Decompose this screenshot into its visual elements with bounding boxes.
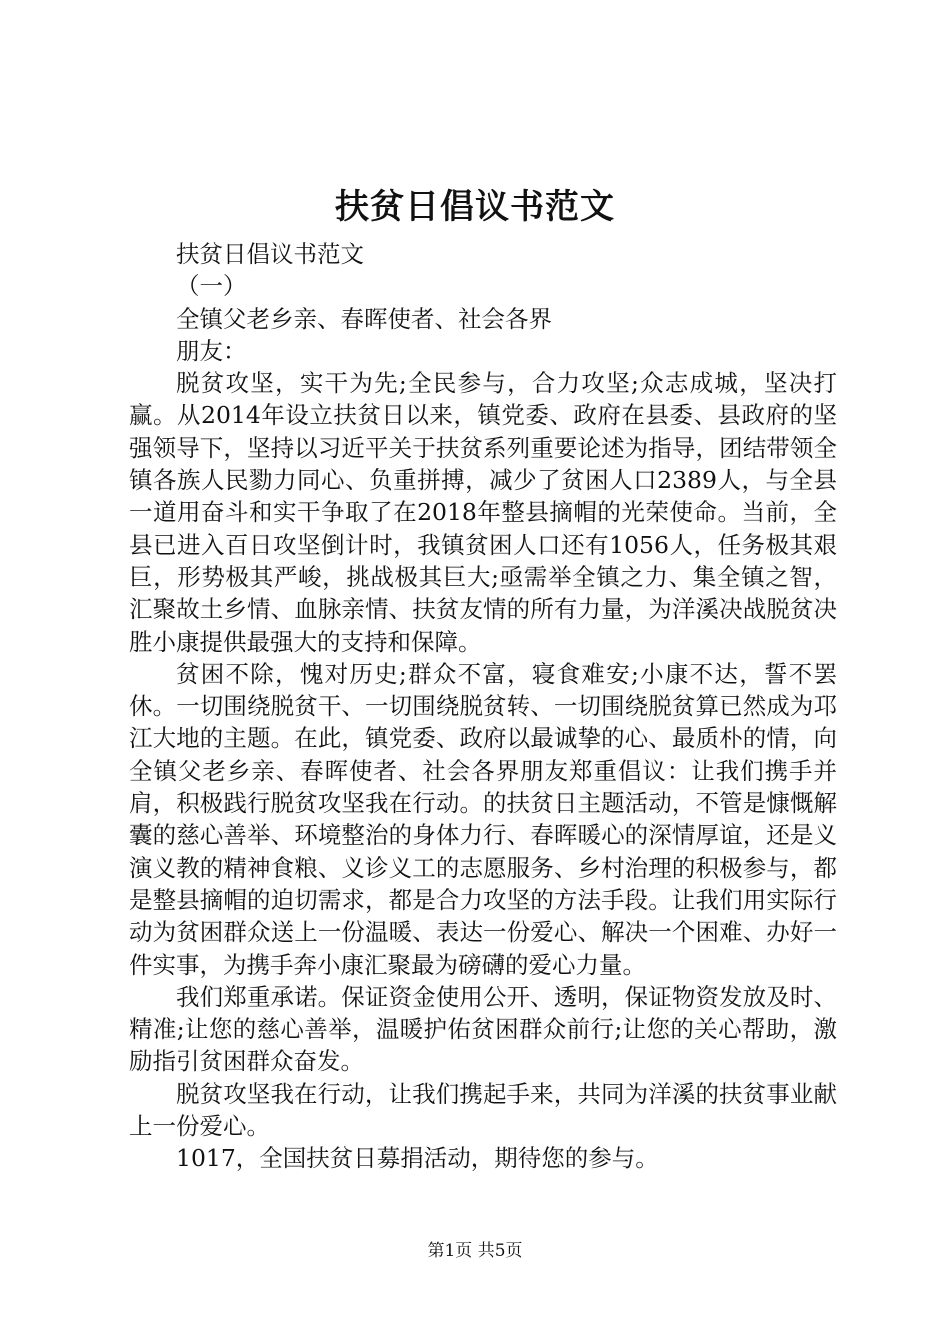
paragraph-5: 1017，全国扶贫日募捐活动，期待您的参与。 [176,1144,659,1173]
paragraph-4: 脱贫攻坚我在行动，让我们携起手来，共同为洋溪的扶贫事业献上一份爱心。 [129,1079,837,1141]
paragraph-2: 贫困不除，愧对历史;群众不富，寝食难安;小康不达，誓不罢休。一切围绕脱贫干、一切围绕脱贫转、一切围绕脱贫算已然成为邛江大地的主题。在此，镇党委、政府以最诚挚的心、最质朴的情，向全镇父老乡亲、春晖使者、社会各界朋友郑重倡议：让我们携手并肩，积极践行脱贫攻坚我在行动。的扶贫日主题活动，不管是慷慨解囊的慈心善举、环境整治的身体力行、春晖暖心的深情厚谊，还是义演义教的精神食粮、义诊义工的志愿服务、乡村治理的积极参与，都是整县摘帽的迫切需求，都是合力攻坚的方法手段。让我们用实际行动为贫困群众送上一份温暖、表达一份爱心、解决一个困难、办好一件实事，为携手奔小康汇聚最为磅礴的爱心力量。 [129,659,837,979]
paragraph-1: 脱贫攻坚，实干为先;全民参与，合力攻坚;众志成城，坚决打赢。从2014年设立扶贫日以来，镇党委、政府在县委、县政府的坚强领导下，坚持以习近平关于扶贫系列重要论述为指导，团结带领全镇各族人民勠力同心、负重拼搏，减少了贫困人口2389人，与全县一道用奋斗和实干争取了在2018年整县摘帽的光荣使命。当前，全县已进入百日攻坚倒计时，我镇贫困人口还有1056人，任务极其艰巨，形势极其严峻，挑战极其巨大;亟需举全镇之力、集全镇之智，汇聚故土乡情、血脉亲情、扶贫友情的所有力量，为洋溪决战脱贫决胜小康提供最强大的支持和保障。 [129,369,837,656]
document-title: 扶贫日倡议书范文 [335,187,615,227]
document-subtitle: 扶贫日倡议书范文 [176,240,364,268]
salutation-line-2: 朋友： [176,336,247,365]
page-footer: 第1页 共5页 [427,1241,523,1261]
salutation-line-1: 全镇父老乡亲、春晖使者、社会各界 [176,304,552,333]
paragraph-3: 我们郑重承诺。保证资金使用公开、透明，保证物资发放及时、精准;让您的慈心善举，温暖护佑贫困群众前行;让您的关心帮助，激励指引贫困群众奋发。 [129,982,837,1076]
section-label: （一） [176,272,247,301]
document-body [129,238,837,1175]
